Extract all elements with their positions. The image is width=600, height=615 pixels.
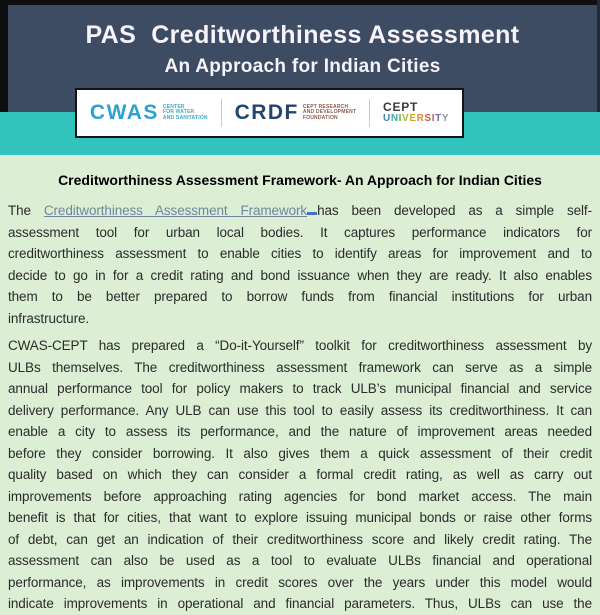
text-line: quality based on which they can consider a formal credit rating, as well as carry out [8,467,592,482]
text-line: before they consider borrowing. It also gives them a quick assessment of their credit [8,445,592,461]
crdf-wordmark: CRDF [234,101,299,124]
tagline-line: FOUNDATION [302,114,338,121]
p1-lines [8,222,592,330]
colored-letter: V [402,113,410,124]
text-line: them to be better prepared to borrow funds from financial institutions for urban [8,289,592,304]
text-line: CWAS-CEPT has prepared a “Do-it-Yourself” toolkit for creditworthiness assessment by [8,338,592,353]
logo-bar [75,88,464,138]
text-line: ULBs themselves. The creditworthiness assessment framework can serve as a simple [8,359,592,375]
left-black-bar [0,0,8,112]
crdf-logo [235,101,357,125]
text-line: annual performance tool for policy makers to track ULB’s municipal financial and service [8,381,592,396]
colored-letter: U [382,113,391,124]
cept-university-logo [383,102,449,124]
tagline-line: CEPT RESEARCH [302,103,349,110]
text-line: infrastructure. [8,310,90,326]
logo-divider [221,99,222,127]
cwas-tagline [163,105,208,122]
creditworthiness-framework-link[interactable]: Creditworthiness Assessment Framework [43,203,308,218]
text-line: enable a city to assess its performance, and the nature of improvement areas needed [8,424,592,439]
text-line: decide to go in for a credit rating and bond issuance when they are ready. It also enables [8,267,592,283]
page-title [8,21,597,50]
colored-letter: R [416,113,425,124]
p1-line1-suffix: has been developed as a simple self- [317,203,592,218]
cwas-wordmark: CWAS [89,101,159,124]
text-line: delivery performance. Any ULB can use this tool to easily assess its creditworthiness. It can [8,402,592,418]
cept-wordmark: CEPT [382,100,419,114]
text-line: creditworthiness assessment to enable cities to identify areas for improvement and to [8,246,592,261]
paragraph-line [8,199,592,222]
colored-letter: I [431,113,436,124]
cwas-logo [90,101,208,125]
text-line: performance, as improvements in credit scores over the years under this model would [8,574,592,590]
paragraphs [0,199,600,615]
colored-letter: Y [441,113,450,124]
colored-letter: N [390,113,399,124]
text-line: of debt, can get an indication of their creditworthiness score and likely credit rating. The [8,531,592,547]
text-line: assessment tool for urban local bodies. It captures performance indicators for [8,224,592,240]
page-subtitle: An Approach for Indian Cities [164,56,441,77]
section-title: Creditworthiness Assessment Framework- An Approach for Indian Cities [58,172,542,188]
tagline-line: CENTER [162,103,185,110]
pas-wordmark: PAS [85,21,137,49]
colored-letter: I [398,113,403,124]
page-title-main: Creditworthiness Assessment [151,21,520,49]
text-line: indicate improvements in operational and financial parameters. Thus, ULBs can use the [8,596,592,611]
tagline-line: AND SANITATION [162,114,208,121]
text-line: benefit is that for cities, that want to explore issuing municipal bonds or raise other forms [8,510,592,525]
paragraph-2 [8,335,592,615]
p1-line1-prefix: The [8,203,44,218]
paragraph-1 [8,199,592,329]
logo-divider [369,99,370,127]
colored-letter: T [435,113,442,124]
text-line: improvements before approaching rating agencies for bond market access. The main [8,488,592,504]
tagline-line: FOR WATER [162,109,195,116]
cept-university-wordmark [383,113,449,124]
cursor-artifact [307,199,317,215]
crdf-tagline [303,105,356,122]
p2-lines [8,335,592,615]
tagline-line: AND DEVELOPMENT [302,109,357,116]
colored-letter: S [424,113,432,124]
colored-letter: E [409,113,417,124]
text-line: assessment can also be used as a tool to evaluate ULBs financial and operational [8,553,592,568]
document-body [0,155,600,615]
